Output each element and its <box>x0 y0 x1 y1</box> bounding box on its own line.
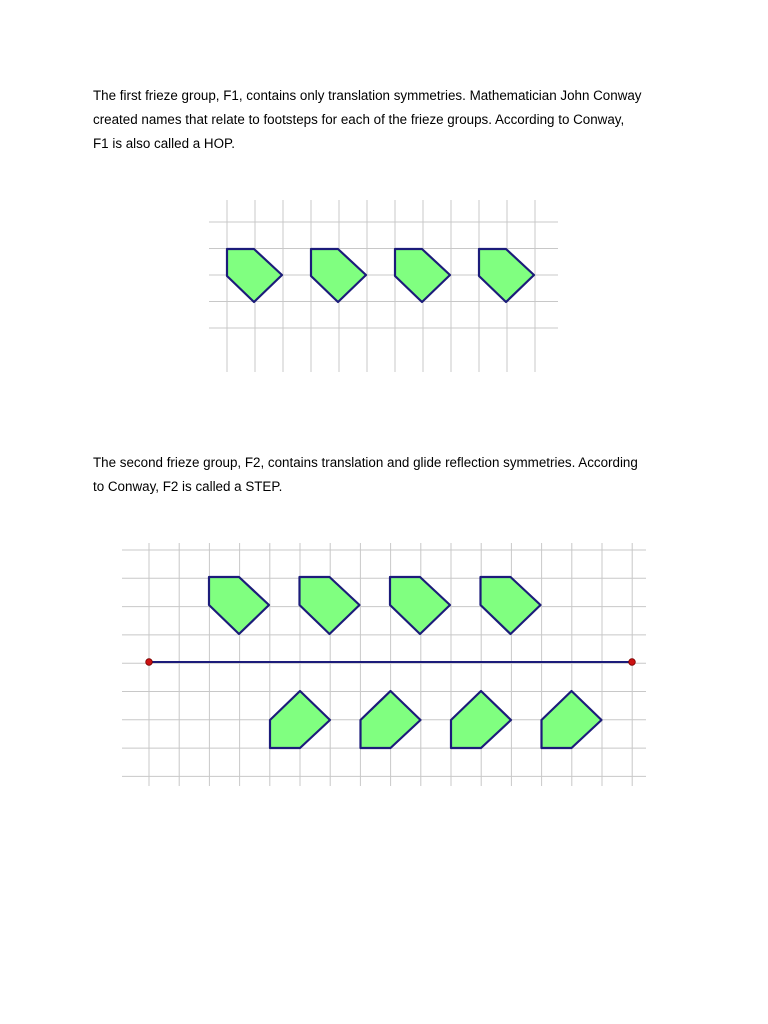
step-bottom-pentagon-shape <box>451 691 511 748</box>
paragraph-line: created names that relate to footsteps for each of the frieze groups. According to Conway, <box>93 112 625 127</box>
step-top-pentagon-shape <box>390 577 450 634</box>
step-top-pentagon-shape <box>300 577 360 634</box>
step-grid <box>122 543 646 786</box>
paragraph-line: to Conway, F2 is called a STEP. <box>93 479 283 494</box>
step-bottom-pentagon-shape <box>361 691 421 748</box>
step-bottom-pentagon-shape <box>270 691 330 748</box>
paragraph-line: The first frieze group, F1, contains only translation symmetries. Mathematician John Conway <box>93 88 642 103</box>
step-bottom-pentagon-shape <box>542 691 602 748</box>
step-top-pentagon-shape <box>481 577 541 634</box>
glide-line-endpoint-left <box>146 659 153 666</box>
paragraph-line: F1 is also called a HOP. <box>93 136 235 151</box>
glide-line-endpoint-right <box>629 659 636 666</box>
step-top-pentagon-shape <box>209 577 269 634</box>
paragraph-line: The second frieze group, F2, contains translation and glide reflection symmetries. According <box>93 455 638 470</box>
